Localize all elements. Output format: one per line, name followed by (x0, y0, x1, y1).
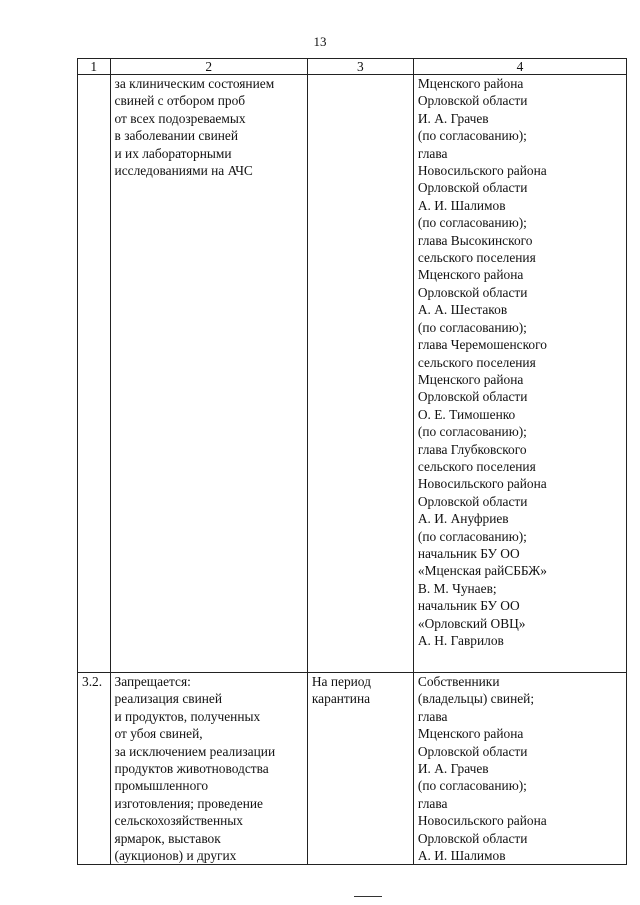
term-cell: На период карантина (307, 673, 413, 865)
action-cell: Запрещается: реализация свиней и продуктов, полученных от убоя свиней, за исключением реализации продуктов животноводства промышленного изготовления; проведение сельскохозяйственных ярмарок, выставок (аукционов) и других (110, 673, 307, 865)
term-cell (307, 75, 413, 673)
table-row (78, 673, 627, 865)
table-header-row (78, 59, 627, 75)
measures-table (77, 58, 627, 865)
page-number: 13 (313, 34, 327, 49)
header-col-1: 1 (78, 59, 111, 75)
row-number: 3.2. (78, 673, 111, 865)
header-col-4: 4 (413, 59, 626, 75)
header-col-3: 3 (307, 59, 413, 75)
responsible-cell: Собственники (владельцы) свиней; глава Мценского района Орловской области И. А. Грачев (по согласованию); глава Новосильского района Орловской области А. И. Шалимов (413, 673, 626, 865)
responsible-cell: Мценского района Орловской области И. А. Грачев (по согласованию); глава Новосильского района Орловской области А. И. Шалимов (по согласованию); глава Высокинского сельского поселения Мценского района Орловской области А. А. Шестаков (по согласованию); глава Черемошенского сельского поселения Мценского района Орловской области О. Е. Тимошенко (по согласованию); глава Глубковского сельского поселения Новосильского района Орловской области А. И. Ануфриев (по согласованию); начальник БУ ОО «Мценская райСББЖ» В. М. Чунаев; начальник БУ ОО «Орловский ОВЦ» А. Н. Гаврилов (413, 75, 626, 673)
action-cell: за клиническим состоянием свиней с отбором проб от всех подозреваемых в заболевании свиней и их лабораторными исследованиями на АЧС (110, 75, 307, 673)
footer-line (354, 896, 382, 897)
row-number (78, 75, 111, 673)
header-col-2: 2 (110, 59, 307, 75)
table-row (78, 75, 627, 673)
